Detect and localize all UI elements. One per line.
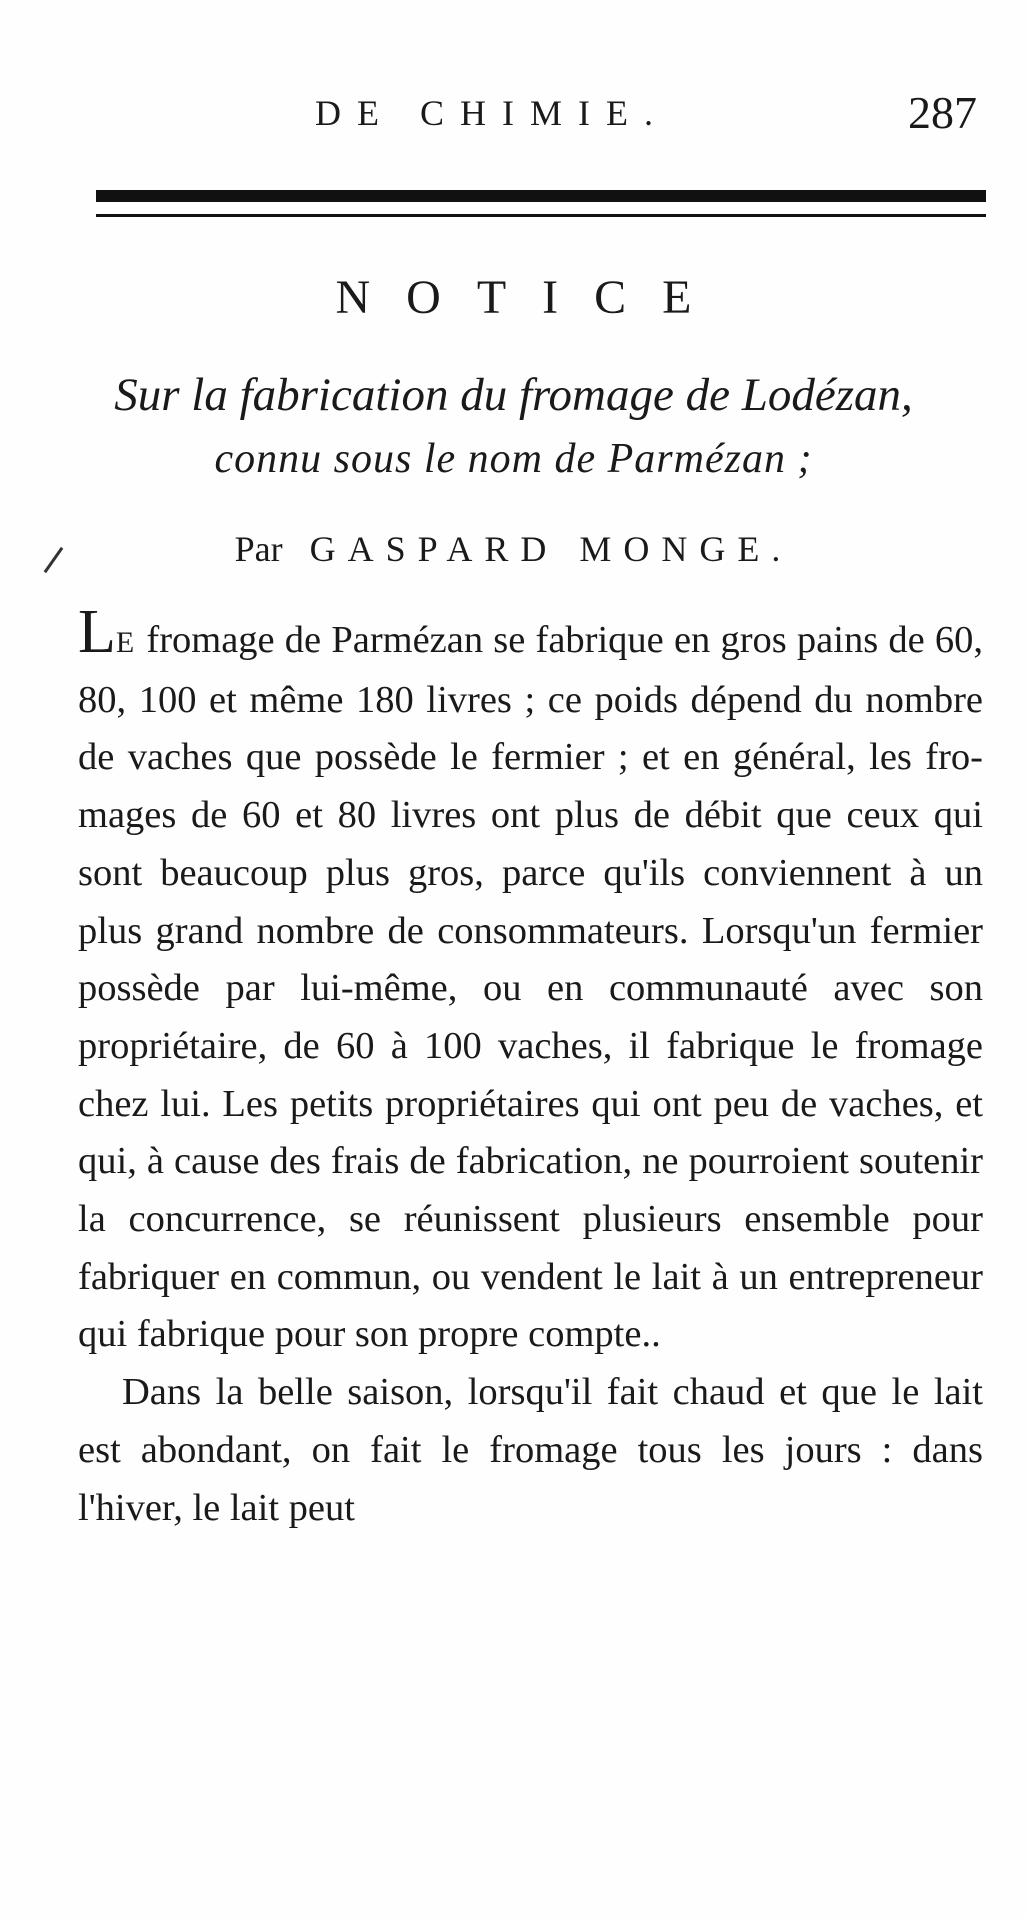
running-title: DE CHIMIE. [315,93,669,133]
article-body [78,598,983,1537]
notice-title: NOTICE [335,271,728,324]
running-head [0,87,1027,142]
paragraph-1-text: fromage de Parmézan se fabrique en gros pains de 60, 80, 100 et même 180 livres ; ce poids dépend du nombre de vaches que possède le fermier ; et en général, les fromages de 60 et 80 livres ont plus de débit que ceux qui sont beaucoup plus gros, parce qu'ils conviennent à un plus grand nombre de consommateurs. Lorsqu'un fermier possède par lui-même, ou en communauté avec son propriétaire, de 60 à 100 vaches, il fabrique le fromage chez lui. Les petits propriétaires qui ont peu de vaches, et qui, à cause des frais de fabrication, ne pourroient soutenir la concurrence, se réunissent plusieurs ensemble pour fabriquer en commun, ou vendent le lait à un entrepreneur qui fabrique pour son propre compte.. [78,619,983,1356]
paragraph-1 [78,598,983,1364]
subtitle-line-1: Sur la fabrication du fromage de Lodézan, [114,369,913,421]
byline-author: GASPARD MONGE. [309,529,793,569]
header-rule-thick [96,190,986,202]
page-number: 287 [908,87,977,138]
subtitle-line-2: connu sous le nom de Parmézan ; [214,436,813,482]
byline-prefix: Par [234,529,283,569]
header-rule-thin [96,214,986,217]
lead-small-cap: E [115,626,137,659]
paragraph-2: Dans la belle saison, lorsqu'il fait chaud et que le lait est abondant, on fait le fromage tous les jours : dans l'hiver, le lait peut [78,1371,983,1529]
drop-cap: L [78,598,116,666]
byline [0,528,1027,570]
